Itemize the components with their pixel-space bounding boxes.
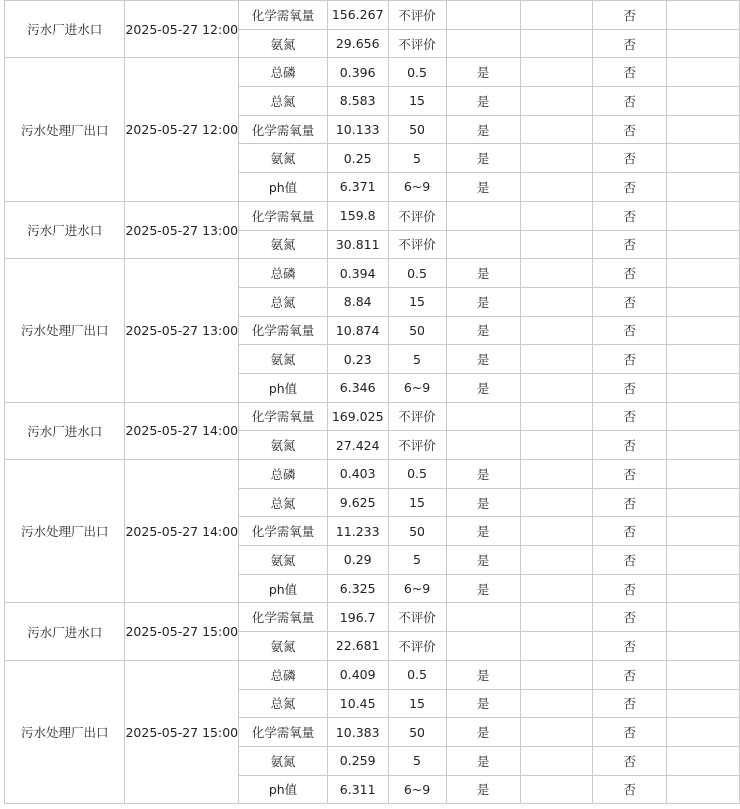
standard-cell: 不评价 bbox=[388, 603, 446, 632]
empty-cell bbox=[667, 29, 740, 58]
indicator-cell: 氨氮 bbox=[239, 230, 328, 259]
monitoring-time-cell: 2025-05-27 13:00 bbox=[125, 201, 239, 258]
compliance-cell: 是 bbox=[446, 718, 520, 747]
exceed-cell: 否 bbox=[593, 144, 667, 173]
empty-cell bbox=[520, 746, 593, 775]
value-cell: 30.811 bbox=[327, 230, 388, 259]
empty-cell bbox=[667, 345, 740, 374]
monitoring-time-cell: 2025-05-27 12:00 bbox=[125, 1, 239, 58]
compliance-cell: 是 bbox=[446, 373, 520, 402]
monitoring-time-cell: 2025-05-27 13:00 bbox=[125, 259, 239, 402]
empty-cell bbox=[520, 115, 593, 144]
value-cell: 10.45 bbox=[327, 689, 388, 718]
exceed-cell: 否 bbox=[593, 431, 667, 460]
empty-cell bbox=[520, 431, 593, 460]
empty-cell bbox=[667, 574, 740, 603]
empty-cell bbox=[520, 230, 593, 259]
indicator-cell: ph值 bbox=[239, 173, 328, 202]
value-cell: 0.29 bbox=[327, 546, 388, 575]
standard-cell: 不评价 bbox=[388, 402, 446, 431]
empty-cell bbox=[667, 373, 740, 402]
monitoring-time-cell: 2025-05-27 14:00 bbox=[125, 402, 239, 459]
indicator-cell: 化学需氧量 bbox=[239, 718, 328, 747]
compliance-cell: 是 bbox=[446, 775, 520, 804]
empty-cell bbox=[520, 173, 593, 202]
exceed-cell: 否 bbox=[593, 546, 667, 575]
value-cell: 9.625 bbox=[327, 488, 388, 517]
table-body bbox=[5, 1, 740, 804]
value-cell: 10.133 bbox=[327, 115, 388, 144]
value-cell: 10.383 bbox=[327, 718, 388, 747]
empty-cell bbox=[667, 230, 740, 259]
monitoring-site-cell: 污水处理厂出口 bbox=[5, 259, 125, 402]
exceed-cell: 否 bbox=[593, 632, 667, 661]
standard-cell: 0.5 bbox=[388, 58, 446, 87]
value-cell: 10.874 bbox=[327, 316, 388, 345]
empty-cell bbox=[520, 775, 593, 804]
exceed-cell: 否 bbox=[593, 316, 667, 345]
empty-cell bbox=[520, 603, 593, 632]
exceed-cell: 否 bbox=[593, 173, 667, 202]
empty-cell bbox=[667, 775, 740, 804]
standard-cell: 0.5 bbox=[388, 259, 446, 288]
monitoring-site-cell: 污水处理厂出口 bbox=[5, 58, 125, 201]
exceed-cell: 否 bbox=[593, 488, 667, 517]
value-cell: 11.233 bbox=[327, 517, 388, 546]
compliance-cell: 是 bbox=[446, 259, 520, 288]
compliance-cell bbox=[446, 603, 520, 632]
compliance-cell: 是 bbox=[446, 574, 520, 603]
indicator-cell: 化学需氧量 bbox=[239, 517, 328, 546]
monitoring-time-cell: 2025-05-27 15:00 bbox=[125, 660, 239, 803]
empty-cell bbox=[667, 689, 740, 718]
monitoring-data-table bbox=[4, 0, 740, 804]
value-cell: 27.424 bbox=[327, 431, 388, 460]
value-cell: 6.371 bbox=[327, 173, 388, 202]
indicator-cell: 总氮 bbox=[239, 488, 328, 517]
compliance-cell bbox=[446, 201, 520, 230]
empty-cell bbox=[520, 316, 593, 345]
empty-cell bbox=[667, 1, 740, 30]
compliance-cell: 是 bbox=[446, 488, 520, 517]
standard-cell: 5 bbox=[388, 144, 446, 173]
value-cell: 6.311 bbox=[327, 775, 388, 804]
empty-cell bbox=[667, 287, 740, 316]
exceed-cell: 否 bbox=[593, 345, 667, 374]
indicator-cell: 总磷 bbox=[239, 460, 328, 489]
empty-cell bbox=[667, 58, 740, 87]
exceed-cell: 否 bbox=[593, 287, 667, 316]
exceed-cell: 否 bbox=[593, 603, 667, 632]
standard-cell: 50 bbox=[388, 718, 446, 747]
standard-cell: 5 bbox=[388, 746, 446, 775]
indicator-cell: ph值 bbox=[239, 373, 328, 402]
compliance-cell: 是 bbox=[446, 173, 520, 202]
empty-cell bbox=[667, 488, 740, 517]
empty-cell bbox=[667, 431, 740, 460]
indicator-cell: 总磷 bbox=[239, 660, 328, 689]
compliance-cell: 是 bbox=[446, 660, 520, 689]
exceed-cell: 否 bbox=[593, 1, 667, 30]
standard-cell: 6~9 bbox=[388, 173, 446, 202]
empty-cell bbox=[520, 87, 593, 116]
table-row bbox=[5, 259, 740, 288]
empty-cell bbox=[520, 546, 593, 575]
exceed-cell: 否 bbox=[593, 775, 667, 804]
compliance-cell bbox=[446, 402, 520, 431]
monitoring-site-cell: 污水厂进水口 bbox=[5, 1, 125, 58]
compliance-cell bbox=[446, 29, 520, 58]
standard-cell: 不评价 bbox=[388, 201, 446, 230]
value-cell: 0.396 bbox=[327, 58, 388, 87]
empty-cell bbox=[520, 488, 593, 517]
empty-cell bbox=[667, 402, 740, 431]
value-cell: 8.84 bbox=[327, 287, 388, 316]
standard-cell: 50 bbox=[388, 517, 446, 546]
empty-cell bbox=[667, 460, 740, 489]
table-row bbox=[5, 460, 740, 489]
empty-cell bbox=[520, 1, 593, 30]
standard-cell: 不评价 bbox=[388, 632, 446, 661]
standard-cell: 0.5 bbox=[388, 460, 446, 489]
table-row bbox=[5, 603, 740, 632]
empty-cell bbox=[520, 287, 593, 316]
monitoring-time-cell: 2025-05-27 15:00 bbox=[125, 603, 239, 660]
indicator-cell: 氨氮 bbox=[239, 29, 328, 58]
exceed-cell: 否 bbox=[593, 517, 667, 546]
empty-cell bbox=[667, 660, 740, 689]
value-cell: 196.7 bbox=[327, 603, 388, 632]
standard-cell: 15 bbox=[388, 488, 446, 517]
standard-cell: 6~9 bbox=[388, 775, 446, 804]
standard-cell: 5 bbox=[388, 345, 446, 374]
indicator-cell: 总氮 bbox=[239, 87, 328, 116]
standard-cell: 不评价 bbox=[388, 1, 446, 30]
indicator-cell: 氨氮 bbox=[239, 431, 328, 460]
indicator-cell: 化学需氧量 bbox=[239, 115, 328, 144]
monitoring-site-cell: 污水厂进水口 bbox=[5, 402, 125, 459]
empty-cell bbox=[667, 87, 740, 116]
indicator-cell: 氨氮 bbox=[239, 345, 328, 374]
compliance-cell: 是 bbox=[446, 746, 520, 775]
indicator-cell: 化学需氧量 bbox=[239, 1, 328, 30]
compliance-cell bbox=[446, 230, 520, 259]
value-cell: 156.267 bbox=[327, 1, 388, 30]
value-cell: 0.409 bbox=[327, 660, 388, 689]
empty-cell bbox=[667, 115, 740, 144]
standard-cell: 6~9 bbox=[388, 373, 446, 402]
empty-cell bbox=[520, 201, 593, 230]
compliance-cell: 是 bbox=[446, 144, 520, 173]
value-cell: 6.346 bbox=[327, 373, 388, 402]
indicator-cell: ph值 bbox=[239, 775, 328, 804]
exceed-cell: 否 bbox=[593, 718, 667, 747]
standard-cell: 50 bbox=[388, 115, 446, 144]
empty-cell bbox=[520, 460, 593, 489]
monitoring-site-cell: 污水厂进水口 bbox=[5, 201, 125, 258]
empty-cell bbox=[520, 660, 593, 689]
standard-cell: 6~9 bbox=[388, 574, 446, 603]
empty-cell bbox=[520, 259, 593, 288]
compliance-cell: 是 bbox=[446, 87, 520, 116]
indicator-cell: ph值 bbox=[239, 574, 328, 603]
standard-cell: 不评价 bbox=[388, 230, 446, 259]
compliance-cell: 是 bbox=[446, 58, 520, 87]
indicator-cell: 化学需氧量 bbox=[239, 316, 328, 345]
compliance-cell: 是 bbox=[446, 287, 520, 316]
empty-cell bbox=[520, 517, 593, 546]
exceed-cell: 否 bbox=[593, 746, 667, 775]
empty-cell bbox=[520, 373, 593, 402]
compliance-cell: 是 bbox=[446, 345, 520, 374]
table-row bbox=[5, 1, 740, 30]
empty-cell bbox=[667, 718, 740, 747]
value-cell: 0.394 bbox=[327, 259, 388, 288]
indicator-cell: 氨氮 bbox=[239, 144, 328, 173]
indicator-cell: 总磷 bbox=[239, 58, 328, 87]
standard-cell: 不评价 bbox=[388, 29, 446, 58]
indicator-cell: 化学需氧量 bbox=[239, 603, 328, 632]
table-row bbox=[5, 660, 740, 689]
compliance-cell bbox=[446, 1, 520, 30]
indicator-cell: 氨氮 bbox=[239, 746, 328, 775]
empty-cell bbox=[520, 144, 593, 173]
table-row bbox=[5, 58, 740, 87]
compliance-cell: 是 bbox=[446, 689, 520, 718]
indicator-cell: 化学需氧量 bbox=[239, 402, 328, 431]
exceed-cell: 否 bbox=[593, 660, 667, 689]
value-cell: 8.583 bbox=[327, 87, 388, 116]
compliance-cell: 是 bbox=[446, 546, 520, 575]
empty-cell bbox=[667, 746, 740, 775]
indicator-cell: 总氮 bbox=[239, 287, 328, 316]
standard-cell: 15 bbox=[388, 287, 446, 316]
exceed-cell: 否 bbox=[593, 689, 667, 718]
value-cell: 169.025 bbox=[327, 402, 388, 431]
value-cell: 159.8 bbox=[327, 201, 388, 230]
empty-cell bbox=[520, 718, 593, 747]
standard-cell: 50 bbox=[388, 316, 446, 345]
compliance-cell: 是 bbox=[446, 517, 520, 546]
compliance-cell: 是 bbox=[446, 316, 520, 345]
exceed-cell: 否 bbox=[593, 87, 667, 116]
empty-cell bbox=[667, 201, 740, 230]
empty-cell bbox=[667, 632, 740, 661]
empty-cell bbox=[520, 689, 593, 718]
empty-cell bbox=[520, 345, 593, 374]
exceed-cell: 否 bbox=[593, 58, 667, 87]
empty-cell bbox=[520, 402, 593, 431]
compliance-cell: 是 bbox=[446, 115, 520, 144]
empty-cell bbox=[667, 603, 740, 632]
value-cell: 22.681 bbox=[327, 632, 388, 661]
value-cell: 6.325 bbox=[327, 574, 388, 603]
exceed-cell: 否 bbox=[593, 29, 667, 58]
exceed-cell: 否 bbox=[593, 373, 667, 402]
table-row bbox=[5, 201, 740, 230]
monitoring-site-cell: 污水处理厂出口 bbox=[5, 660, 125, 803]
empty-cell bbox=[667, 546, 740, 575]
indicator-cell: 总氮 bbox=[239, 689, 328, 718]
exceed-cell: 否 bbox=[593, 402, 667, 431]
compliance-cell bbox=[446, 632, 520, 661]
indicator-cell: 氨氮 bbox=[239, 632, 328, 661]
value-cell: 0.23 bbox=[327, 345, 388, 374]
empty-cell bbox=[667, 259, 740, 288]
compliance-cell bbox=[446, 431, 520, 460]
monitoring-site-cell: 污水处理厂出口 bbox=[5, 460, 125, 603]
standard-cell: 0.5 bbox=[388, 660, 446, 689]
exceed-cell: 否 bbox=[593, 201, 667, 230]
value-cell: 0.259 bbox=[327, 746, 388, 775]
value-cell: 29.656 bbox=[327, 29, 388, 58]
empty-cell bbox=[520, 632, 593, 661]
indicator-cell: 化学需氧量 bbox=[239, 201, 328, 230]
empty-cell bbox=[667, 173, 740, 202]
monitoring-site-cell: 污水厂进水口 bbox=[5, 603, 125, 660]
exceed-cell: 否 bbox=[593, 115, 667, 144]
empty-cell bbox=[520, 29, 593, 58]
monitoring-time-cell: 2025-05-27 14:00 bbox=[125, 460, 239, 603]
exceed-cell: 否 bbox=[593, 259, 667, 288]
empty-cell bbox=[667, 316, 740, 345]
standard-cell: 15 bbox=[388, 689, 446, 718]
value-cell: 0.25 bbox=[327, 144, 388, 173]
value-cell: 0.403 bbox=[327, 460, 388, 489]
exceed-cell: 否 bbox=[593, 230, 667, 259]
empty-cell bbox=[667, 144, 740, 173]
standard-cell: 5 bbox=[388, 546, 446, 575]
empty-cell bbox=[520, 574, 593, 603]
standard-cell: 不评价 bbox=[388, 431, 446, 460]
exceed-cell: 否 bbox=[593, 460, 667, 489]
compliance-cell: 是 bbox=[446, 460, 520, 489]
indicator-cell: 氨氮 bbox=[239, 546, 328, 575]
table-row bbox=[5, 402, 740, 431]
standard-cell: 15 bbox=[388, 87, 446, 116]
indicator-cell: 总磷 bbox=[239, 259, 328, 288]
empty-cell bbox=[520, 58, 593, 87]
exceed-cell: 否 bbox=[593, 574, 667, 603]
monitoring-time-cell: 2025-05-27 12:00 bbox=[125, 58, 239, 201]
empty-cell bbox=[667, 517, 740, 546]
